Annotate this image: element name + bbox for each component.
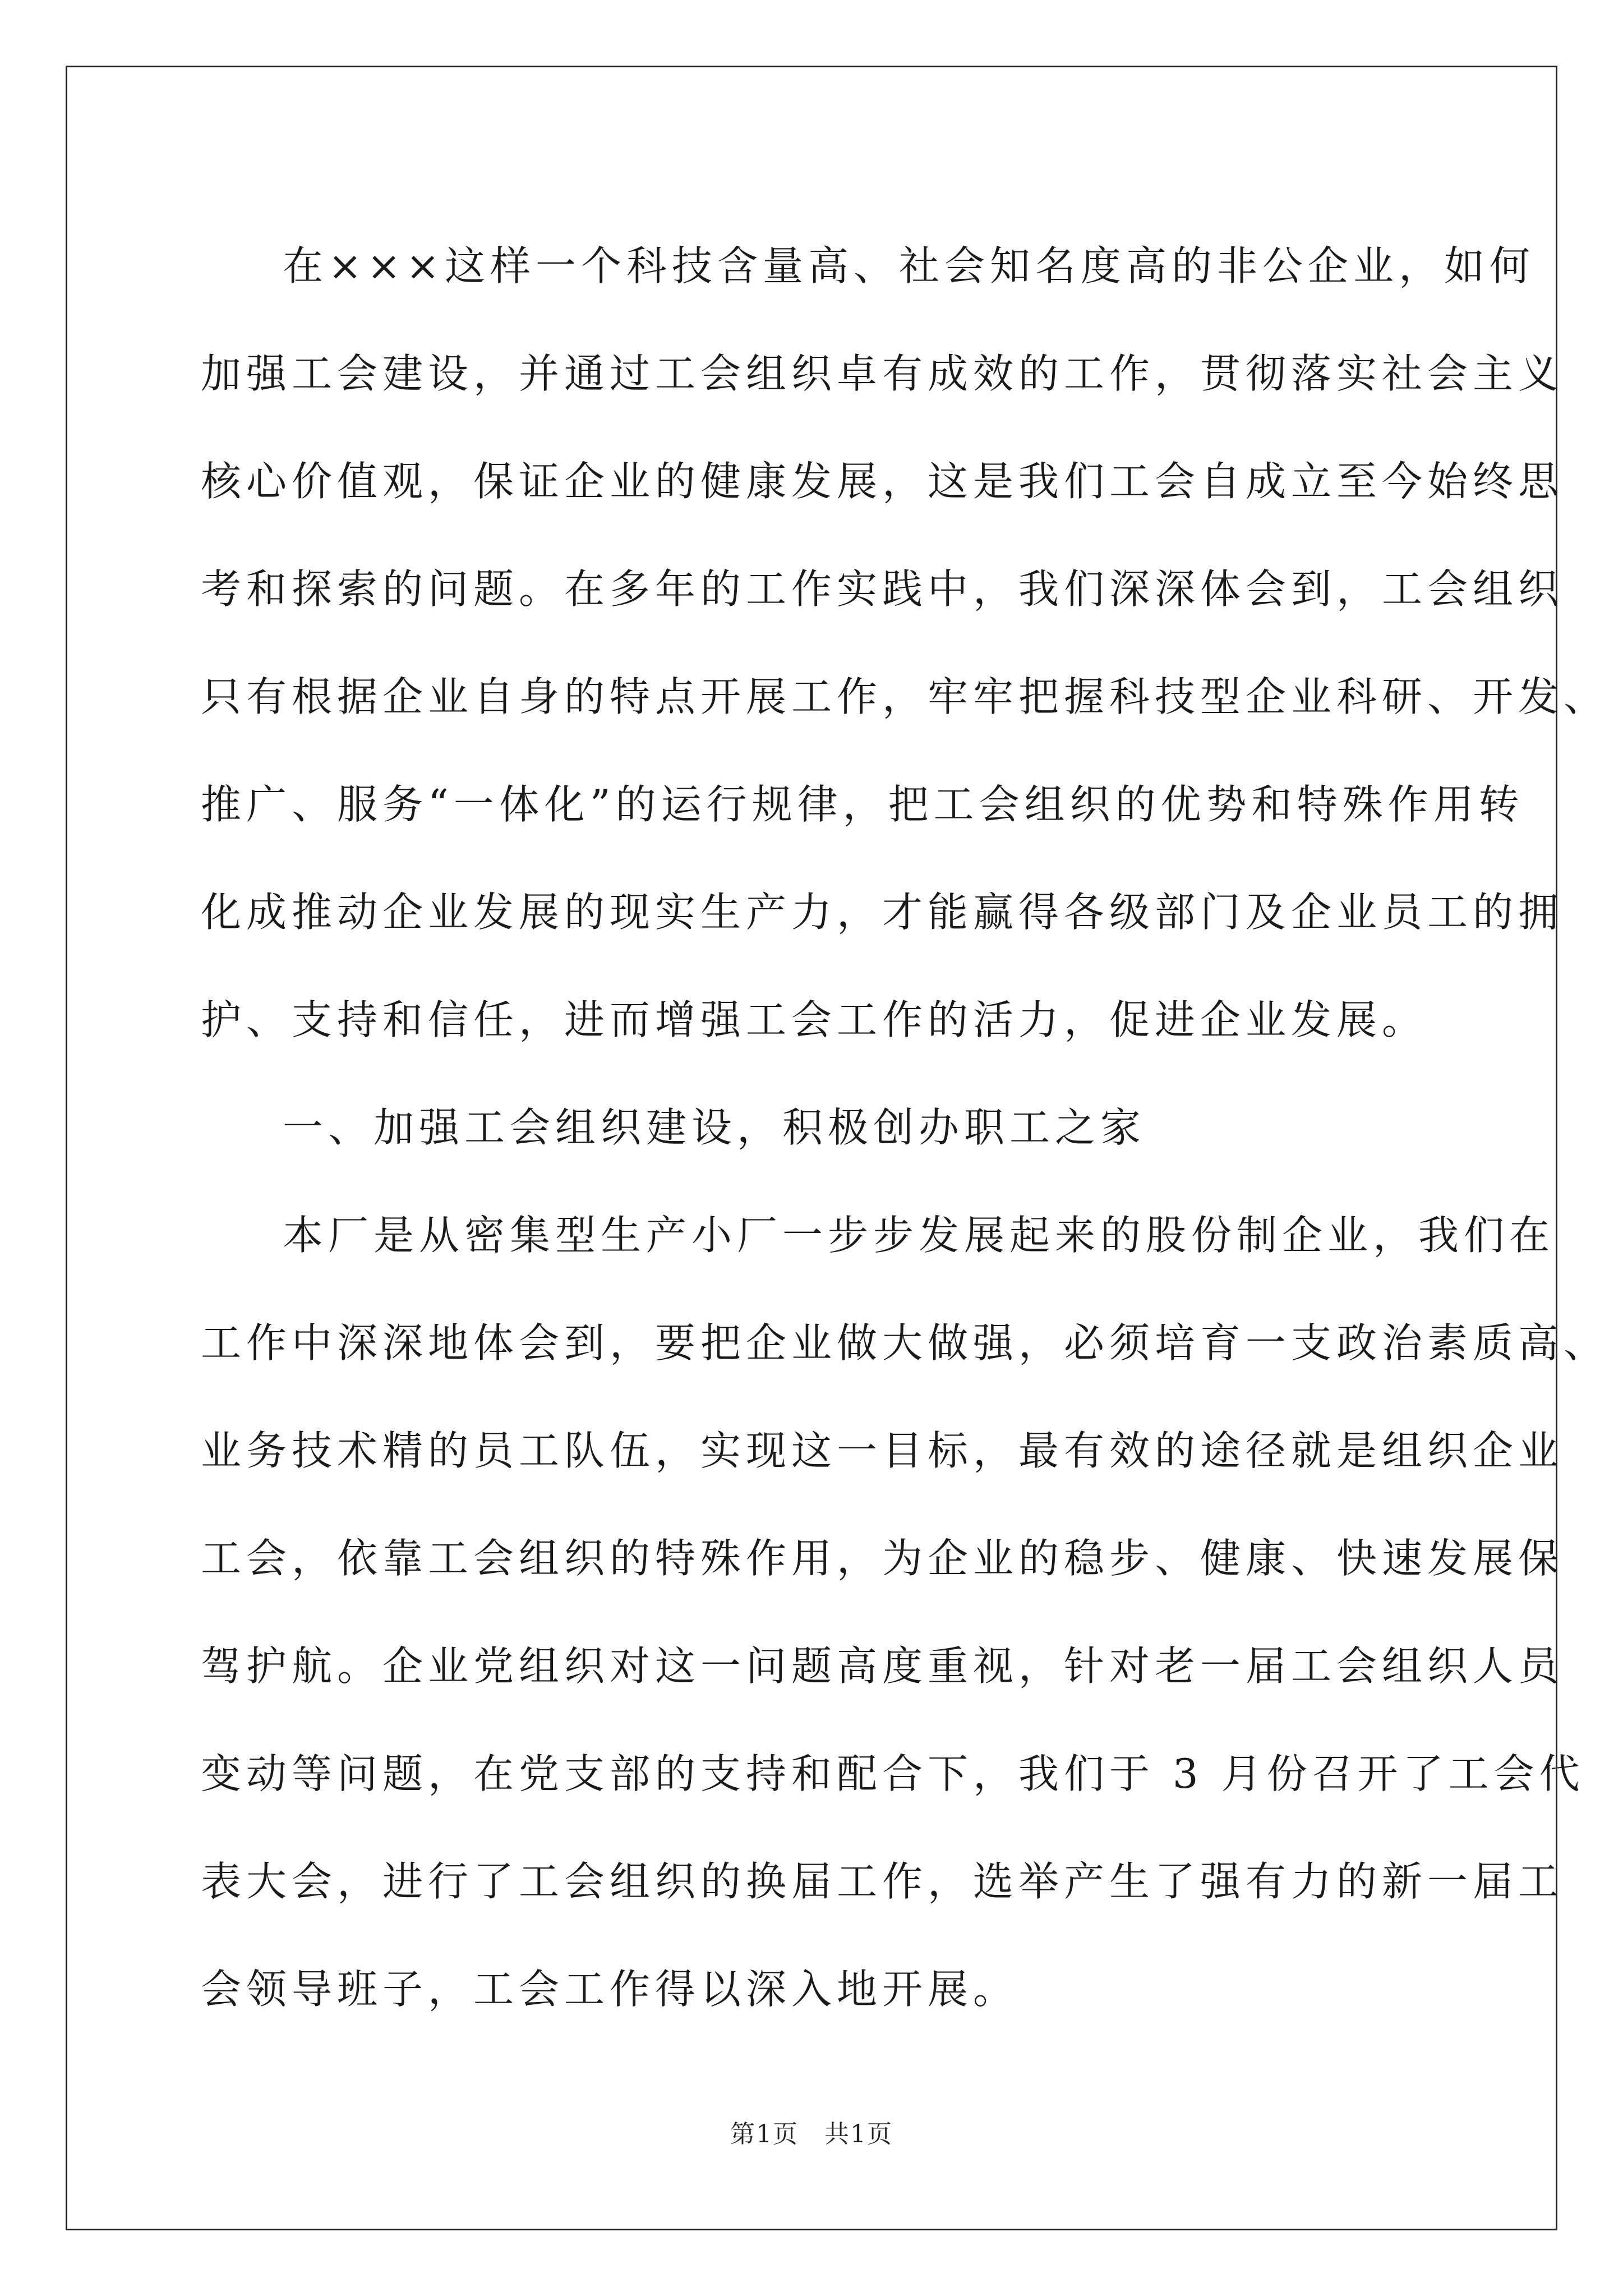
text-line: 推广、服务“一体化”的运行规律，把工会组织的优势和特殊作用转 — [201, 781, 1524, 828]
paragraph-intro — [201, 212, 1610, 1074]
text-line: 工作中深深地体会到，要把企业做大做强，必须培育一支政治素质高、 — [201, 1319, 1610, 1366]
text-line: 化成推动企业发展的现实生产力，才能赢得各级部门及企业员工的拥 — [201, 889, 1564, 936]
total-pages: 共1页 — [824, 2120, 893, 2148]
paragraph-section-one — [201, 1181, 1610, 2043]
text-line: 表大会，进行了工会组织的换届工作，选举产生了强有力的新一届工 — [201, 1858, 1564, 1905]
text-line: 护、支持和信任，进而增强工会工作的活力，促进企业发展。 — [201, 996, 1428, 1043]
text-line: 考和探索的问题。在多年的工作实践中，我们深深体会到，工会组织 — [201, 565, 1564, 613]
text-line: 驾护航。企业党组织对这一问题高度重视，针对老一届工会组织人员 — [201, 1642, 1564, 1690]
page-footer — [0, 2118, 1623, 2151]
section-heading — [201, 1074, 1429, 1181]
document-body — [201, 212, 1610, 2043]
text-line: 核心价值观，保证企业的健康发展，这是我们工会自成立至今始终思 — [201, 458, 1564, 505]
text-line: 业务技术精的员工队伍，实现这一目标，最有效的途径就是组织企业 — [201, 1427, 1564, 1474]
text-line: 变动等问题，在党支部的支持和配合下，我们于 3 月份召开了工会代 — [201, 1750, 1585, 1797]
page-number: 第1页 — [730, 2120, 799, 2148]
text-line: 只有根据企业自身的特点开展工作，牢牢把握科技型企业科研、开发、 — [201, 673, 1610, 720]
heading-line: 一、加强工会组织建设，积极创办职工之家 — [283, 1104, 1146, 1151]
text-line: 在×××这样一个科技含量高、社会知名度高的非公企业，如何 — [283, 242, 1535, 289]
text-line: 工会，依靠工会组织的特殊作用，为企业的稳步、健康、快速发展保 — [201, 1535, 1564, 1582]
text-line: 本厂是从密集型生产小厂一步步发展起来的股份制企业，我们在 — [283, 1212, 1555, 1259]
text-line: 加强工会建设，并通过工会组织卓有成效的工作，贯彻落实社会主义 — [201, 350, 1564, 397]
text-line: 会领导班子，工会工作得以深入地开展。 — [201, 1966, 1019, 2013]
